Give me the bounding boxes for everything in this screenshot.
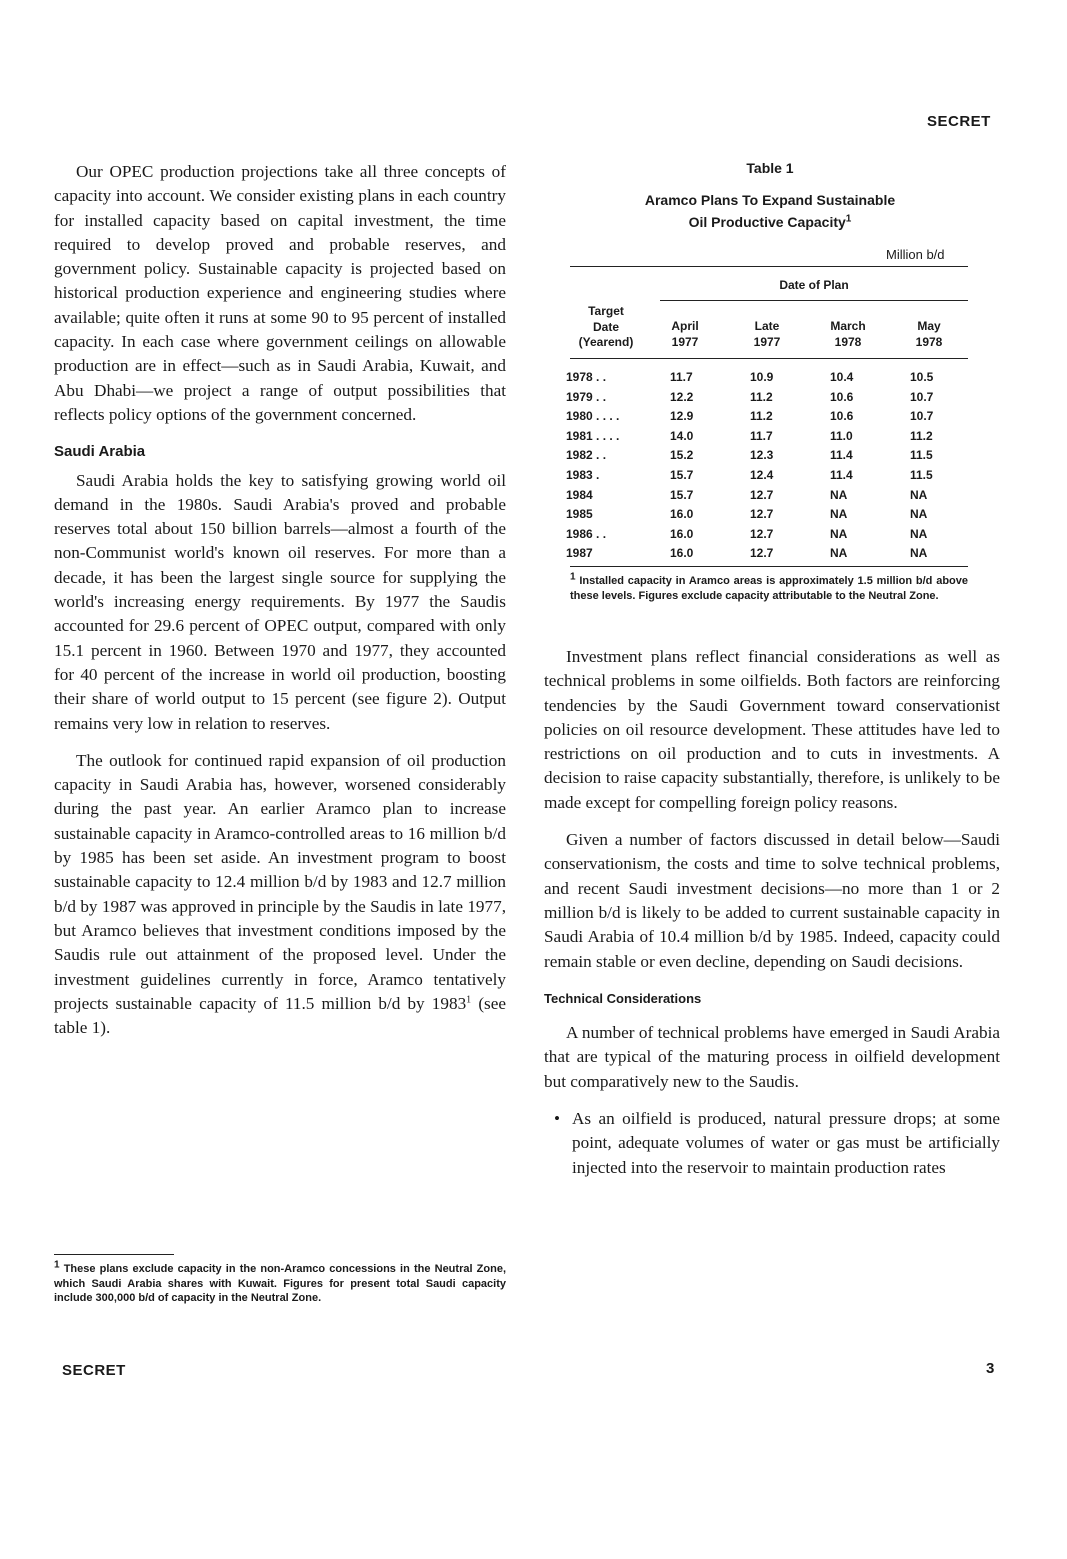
- cell-late-1977: 12.4: [750, 468, 774, 482]
- row-year: 1978 . .: [566, 370, 607, 384]
- row-year: 1987: [566, 546, 593, 561]
- column-header-line-2: 1978: [834, 335, 862, 349]
- header-classification: SECRET: [927, 113, 991, 130]
- table-title-line-1: Aramco Plans To Expand Sustainable: [644, 192, 896, 208]
- right-paragraph-3: A number of technical problems have emerged in Saudi Arabia that are typical of the maturing process in oilfield development but comparatively new to the Saudis.: [544, 1023, 1000, 1091]
- column-header-line-2: 1978: [915, 335, 943, 349]
- row-year: 1984: [566, 487, 593, 502]
- table-footnote: [570, 571, 968, 603]
- cell-may-1978: NA: [910, 507, 928, 522]
- table-title-reference: 1: [845, 213, 852, 225]
- table-bottom-rule: [570, 566, 968, 567]
- left-footnote: [54, 1259, 506, 1306]
- table-row: [566, 448, 968, 464]
- column-header-april-1977: [652, 318, 718, 350]
- cell-march-1978: 10.6: [830, 389, 854, 404]
- column-header-march-1978: [813, 318, 883, 350]
- cell-may-1978: 11.5: [910, 468, 933, 482]
- table-footnote-text: Installed capacity in Aramco areas is approximately 1.5 million b/d above these levels. Figures exclude capacity attributable to the Neutral Zone.: [570, 575, 968, 602]
- table-row: [566, 370, 968, 386]
- column-header-line-1: April: [671, 319, 699, 333]
- column-header-line-1: Late: [754, 319, 780, 333]
- cell-april-1977: 15.2: [670, 448, 694, 463]
- table-top-rule: [570, 266, 968, 267]
- cell-may-1978: NA: [910, 526, 928, 541]
- cell-march-1978: NA: [830, 526, 848, 541]
- right-paragraph-2: Given a number of factors discussed in detail below—Saudi conservationism, the costs and time to solve technical problems, and recent Saudi investment decisions—no more than 1 or 2 million b/d is likely to be added to current sustainable capacity in Saudi Arabia of 10.4 million b/d by 1985. Indeed, capacity could remain stable or even decline, depending on Saudi decisions.: [544, 830, 1000, 971]
- section-heading-saudi-arabia: Saudi Arabia: [54, 443, 146, 461]
- cell-late-1977: 12.7: [750, 526, 774, 541]
- table-row: [566, 527, 968, 543]
- footnote-mark: 1: [54, 1259, 60, 1271]
- row-year: 1979 . .: [566, 389, 607, 404]
- table-row: [566, 409, 968, 425]
- row-year: 1981 . . . .: [566, 428, 620, 443]
- cell-april-1977: 15.7: [670, 468, 694, 482]
- cell-april-1977: 16.0: [670, 546, 694, 561]
- cell-late-1977: 11.2: [750, 389, 773, 404]
- cell-late-1977: 11.7: [750, 428, 773, 443]
- bullet-text: As an oilfield is produced, natural pressure drops; at some point, adequate volumes of water or gas must be artificially injected into the reservoir to maintain production rates: [572, 1109, 1000, 1177]
- column-header-line-1: May: [917, 319, 941, 333]
- bullet-marker: •: [554, 1109, 561, 1129]
- cell-late-1977: 12.3: [750, 448, 774, 463]
- cell-may-1978: 11.2: [910, 428, 933, 443]
- left-paragraph-3-tail: (see table 1).: [54, 993, 506, 1038]
- table-unit: Million b/d: [886, 247, 945, 262]
- cell-march-1978: 11.0: [830, 428, 853, 443]
- left-paragraph-3-text: The outlook for continued rapid expansion of oil production capacity in Saudi Arabia has, however, worsened considerably during the past year. An earlier Aramco plan to increase sustainable capacity in Aramco-controlled areas to 16 million b/d by 1985 has been set aside. An investment program to boost sustainable capacity to 12.4 million b/d by 1983 and 12.7 million b/d by 1987 was approved in principle by the Saudis in late 1977, but Aramco believes that investment conditions imposed by the Saudis rule out attainment of the proposed level. Under the investment guidelines currently in force, Aramco tentatively projects sustainable capacity of 11.5 million b/d by 1983: [54, 750, 506, 1013]
- table-row: [566, 468, 968, 484]
- bullet-item: [554, 1107, 1000, 1180]
- cell-late-1977: 11.2: [750, 409, 773, 424]
- table-body: [566, 370, 968, 570]
- left-paragraph-2: Saudi Arabia holds the key to satisfying growing world oil demand in the 1980s. Saudi Arabia's proved and probable reserves total about 150 billion barrels—almost a fourth of the non-Communist world's known oil reserves. For more than a decade, it has been the largest single source for supplying the world's increasing energy requirements. By 1977 the Saudis accounted for 29.6 percent of OPEC output, compared with only 15.1 percent in 1960. Between 1970 and 1977, they accounted for 40 percent of the increase in world oil production, boosting their share of world output to 15 percent (see figure 2). Output remains very low in relation to reserves.: [54, 470, 506, 733]
- table-title-line-2: Oil Productive Capacity: [688, 214, 846, 230]
- stub-header-line-2: Date: [592, 319, 619, 334]
- column-header-line-1: March: [830, 319, 866, 333]
- left-paragraph-1: Our OPEC production projections take all three concepts of capacity into account. We consider existing plans in each country for installed capacity based on capital investment, the time required to develop proved and probable reserves, and government policy. Sustainable capacity is projected based on historical production experience and engineering studies where available; quite often it runs at some 90 to 95 percent of installed capacity. In each case where government ceilings on allowable production are in effect—such as in Saudi Arabia, Kuwait, and Abu Dhabi—we project a range of output possibilities that reflects policy options of the government concerned.: [54, 162, 506, 424]
- cell-late-1977: 12.7: [750, 487, 774, 502]
- table-footnote-mark: 1: [570, 571, 576, 583]
- table-row: [566, 507, 968, 523]
- table-label: Table 1: [746, 160, 794, 176]
- cell-march-1978: 10.6: [830, 409, 854, 424]
- stub-header-line-3: (Yearend): [578, 335, 634, 349]
- cell-may-1978: 10.7: [910, 409, 934, 424]
- footer-classification: SECRET: [62, 1362, 126, 1379]
- cell-april-1977: 16.0: [670, 526, 694, 541]
- cell-march-1978: 10.4: [830, 370, 854, 384]
- cell-april-1977: 15.7: [670, 487, 694, 502]
- cell-march-1978: 11.4: [830, 448, 853, 463]
- right-paragraph-1: Investment plans reflect financial considerations as well as technical problems in some oilfields. Both factors are reinforcing tendencies by the Saudi Government toward conservationist policies on oil resource development. These attitudes have led to restrictions on oil production and to cuts in investments. A decision to raise capacity substantially, therefore, is unlikely to be made except for compelling foreign policy reasons.: [544, 647, 1000, 812]
- table-row: [566, 546, 968, 562]
- left-paragraph-3: [54, 749, 506, 1041]
- table-spanner: Date of Plan: [779, 278, 849, 292]
- row-year: 1986 . .: [566, 526, 607, 541]
- page-number: 3: [986, 1360, 995, 1377]
- column-header-late-1977: [734, 318, 800, 350]
- cell-late-1977: 12.7: [750, 546, 774, 561]
- cell-april-1977: 12.2: [670, 389, 694, 404]
- cell-march-1978: 11.4: [830, 468, 853, 482]
- cell-march-1978: NA: [830, 507, 848, 522]
- table-row: [566, 488, 968, 504]
- row-year: 1983 .: [566, 468, 600, 482]
- cell-march-1978: NA: [830, 487, 848, 502]
- cell-may-1978: 11.5: [910, 448, 933, 463]
- table-stub-header: [566, 304, 646, 351]
- cell-may-1978: 10.7: [910, 389, 934, 404]
- table-spanner-rule: [660, 300, 968, 301]
- footnote-text: These plans exclude capacity in the non-Aramco concessions in the Neutral Zone, which Saudi Arabia shares with Kuwait. Figures for present total Saudi capacity include 300,000 b/d of capacity in the Neutral Zone.: [54, 1263, 506, 1304]
- row-year: 1982 . .: [566, 448, 607, 463]
- table-header-rule: [570, 358, 968, 359]
- cell-april-1977: 16.0: [670, 507, 694, 522]
- cell-april-1977: 14.0: [670, 428, 694, 443]
- table-title: [570, 189, 970, 233]
- cell-april-1977: 11.7: [670, 370, 693, 384]
- cell-april-1977: 12.9: [670, 409, 694, 424]
- column-header-line-2: 1977: [671, 335, 699, 349]
- row-year: 1985: [566, 507, 593, 522]
- table-row: [566, 390, 968, 406]
- cell-late-1977: 10.9: [750, 370, 774, 384]
- footnote-rule: [54, 1254, 174, 1255]
- column-header-line-2: 1977: [753, 335, 781, 349]
- cell-late-1977: 12.7: [750, 507, 774, 522]
- row-year: 1980 . . . .: [566, 409, 620, 424]
- footnote-reference: 1: [466, 994, 472, 1006]
- cell-march-1978: NA: [830, 546, 848, 561]
- stub-header-line-1: Target: [588, 304, 624, 318]
- cell-may-1978: 10.5: [910, 370, 934, 384]
- column-header-may-1978: [896, 318, 962, 350]
- left-column: [54, 160, 506, 1053]
- cell-may-1978: NA: [910, 487, 928, 502]
- table-row: [566, 429, 968, 445]
- right-column: [544, 645, 1000, 1180]
- cell-may-1978: NA: [910, 546, 928, 561]
- section-heading-technical-considerations: Technical Considerations: [544, 990, 702, 1006]
